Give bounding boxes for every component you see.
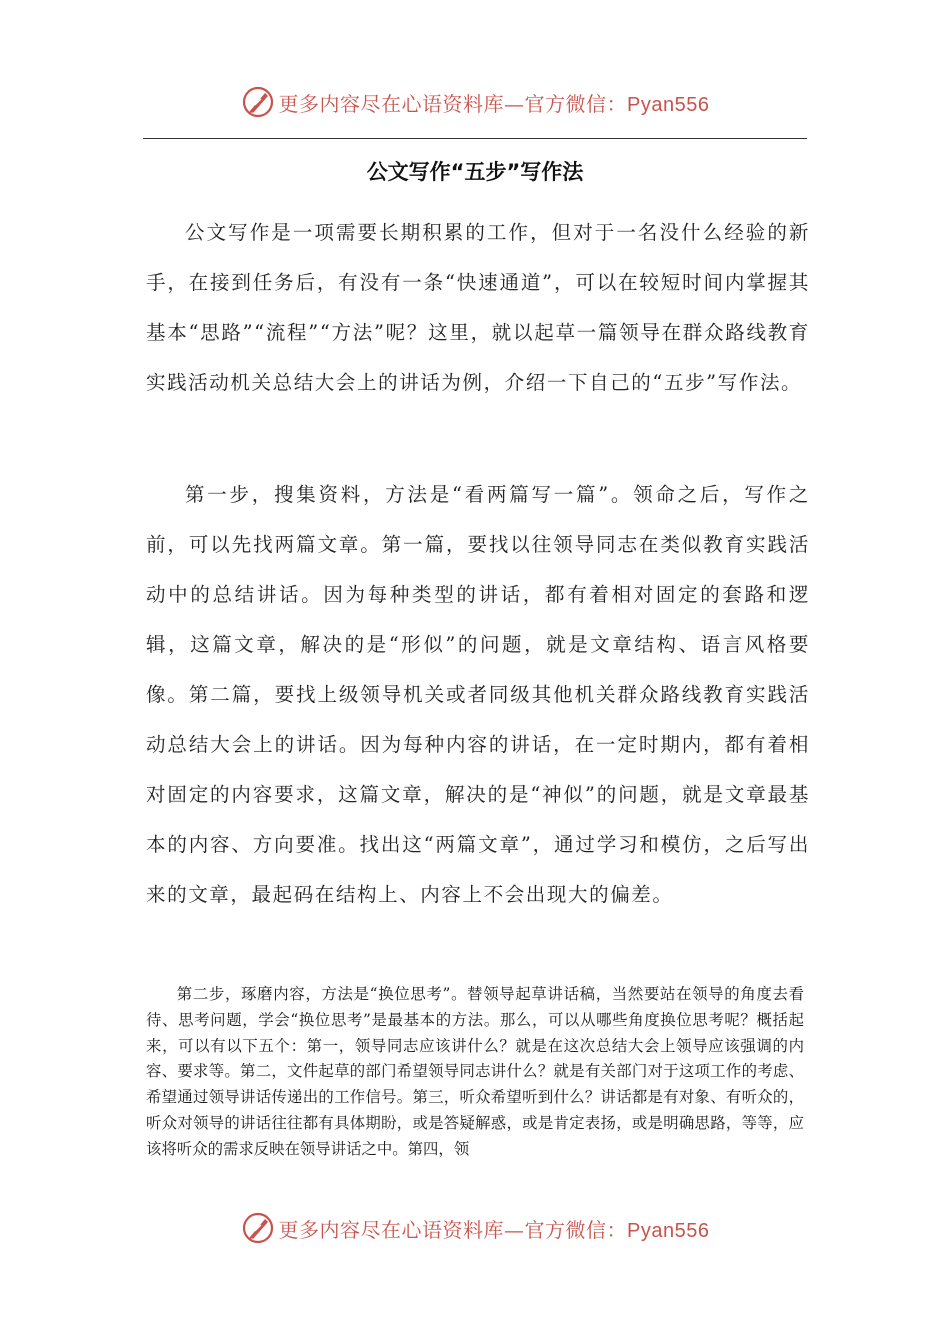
- banner-slogan: 更多内容尽在心语资料库—官方微信：: [278, 1217, 628, 1242]
- banner-text: [279, 88, 710, 117]
- paragraph-step-two: 第二步，琢磨内容，方法是“换位思考”。替领导起草讲话稿，当然要站在领导的角度去看待、思考问题，学会“换位思考”是最基本的方法。那么，可以从哪些角度换位思考呢？概括起来，可以有以下五个：第一，领导同志应该讲什么？就是在这次总结大会上领导应该强调的内容、要求等。第二，文件起草的部门希望领导同志讲什么？就是有关部门对于这项工作的考虑、希望通过领导讲话传递出的工作信号。第三，听众希望听到什么？讲话都是有对象、有听众的，听众对领导的讲话往往都有具体期盼，或是答疑解惑，或是肯定表扬，或是明确思路，等等，应该将听众的需求反映在领导讲话之中。第四，领: [146, 985, 804, 1158]
- header-divider: [143, 138, 807, 139]
- banner-wechat-id: Pyan556: [627, 93, 710, 116]
- quill-pen-logo-icon: [241, 1211, 275, 1245]
- banner-slogan: 更多内容尽在心语资料库—官方微信：: [278, 91, 628, 116]
- quill-pen-logo-icon: [241, 85, 275, 119]
- document-title: 公文写作“五步”写作法: [366, 160, 584, 184]
- footer-watermark-banner: [0, 1206, 950, 1250]
- header-watermark-banner: [0, 80, 950, 124]
- paragraph-step-one: 第一步，搜集资料，方法是“看两篇写一篇”。领命之后，写作之前，可以先找两篇文章。第一篇，要找以往领导同志在类似教育实践活动中的总结讲话。因为每种类型的讲话，都有着相对固定的套路和逻辑，这篇文章，解决的是“形似”的问题，就是文章结构、语言风格要像。第二篇，要找上级领导机关或者同级其他机关群众路线教育实践活动总结大会上的讲话。因为每种内容的讲话，在一定时期内，都有着相对固定的内容要求，这篇文章，解决的是“神似”的问题，就是文章最基本的内容、方向要准。找出这“两篇文章”，通过学习和模仿，之后写出来的文章，最起码在结构上、内容上不会出现大的偏差。: [146, 483, 810, 906]
- banner-text: [279, 1214, 710, 1243]
- paragraph-intro: 公文写作是一项需要长期积累的工作，但对于一名没什么经验的新手，在接到任务后，有没有一条“快速通道”，可以在较短时间内掌握其基本“思路”“流程”“方法”呢？这里，就以起草一篇领导在群众路线教育实践活动机关总结大会上的讲话为例，介绍一下自己的“五步”写作法。: [146, 221, 810, 394]
- banner-wechat-id: Pyan556: [627, 1219, 710, 1242]
